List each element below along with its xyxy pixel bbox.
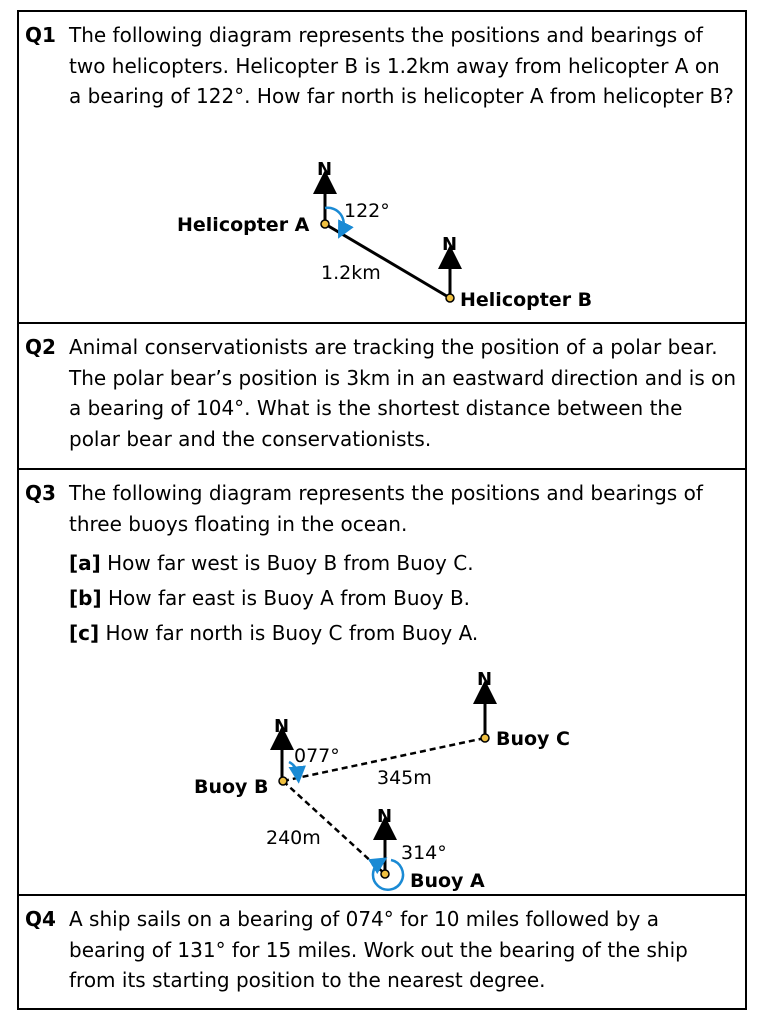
label-helicopter-b: Helicopter B	[460, 289, 593, 311]
sub-question-b: [b] How far east is Buoy A from Buoy B.	[69, 586, 471, 610]
question-4	[19, 896, 745, 1008]
label-buoy-a: Buoy A	[410, 870, 485, 892]
point-helicopter-a	[321, 220, 329, 228]
label-helicopter-a: Helicopter A	[177, 214, 310, 236]
question-text: Animal conservationists are tracking the position of a polar bear. The polar bear’s position is 3km in an eastward direction and is on a bearing of 104°. What is the shortest distance between the polar bear and the conservationists.	[69, 335, 737, 451]
north-label-a: N	[317, 159, 333, 180]
label-distance: 1.2km	[321, 262, 381, 284]
question-number: Q1	[25, 23, 56, 47]
question-1	[19, 12, 745, 324]
point-helicopter-b	[446, 294, 454, 302]
north-label-b: N	[274, 716, 290, 737]
helicopter-diagram	[19, 12, 745, 324]
north-label-a: N	[377, 806, 393, 827]
sub-question-c: [c] How far north is Buoy C from Buoy A.	[69, 621, 479, 645]
question-2	[19, 324, 745, 470]
question-number: Q3	[25, 481, 56, 505]
question-number: Q2	[25, 335, 56, 359]
label-dist-ba: 240m	[266, 827, 321, 849]
label-angle: 122°	[344, 200, 390, 222]
question-text: A ship sails on a bearing of 074° for 10 miles followed by a bearing of 131° for 15 miles. Work out the bearing of the ship from its starting position to the nearest degree.	[69, 907, 688, 992]
label-buoy-b: Buoy B	[194, 776, 269, 798]
question-text: The following diagram represents the positions and bearings of two helicopters. Helicopter B is 1.2km away from helicopter A on a bearing of 122°. How far north is helicopter A from helicopter B?	[69, 23, 734, 108]
sub-question-a: [a] How far west is Buoy B from Buoy C.	[69, 551, 474, 575]
point-buoy-c	[481, 734, 489, 742]
buoy-diagram	[19, 470, 745, 896]
label-angle-a: 314°	[401, 842, 447, 864]
worksheet	[17, 10, 747, 1010]
question-text: The following diagram represents the positions and bearings of three buoys floating in the ocean.	[69, 481, 703, 536]
north-label-c: N	[477, 669, 493, 690]
segment-ab	[325, 224, 450, 298]
question-3	[19, 470, 745, 896]
label-dist-bc: 345m	[377, 767, 432, 789]
north-label-b: N	[442, 234, 458, 255]
label-buoy-c: Buoy C	[496, 728, 571, 750]
label-angle-b: 077°	[294, 745, 340, 767]
point-buoy-b	[279, 777, 287, 785]
question-number: Q4	[25, 907, 56, 931]
point-buoy-a	[381, 870, 389, 878]
